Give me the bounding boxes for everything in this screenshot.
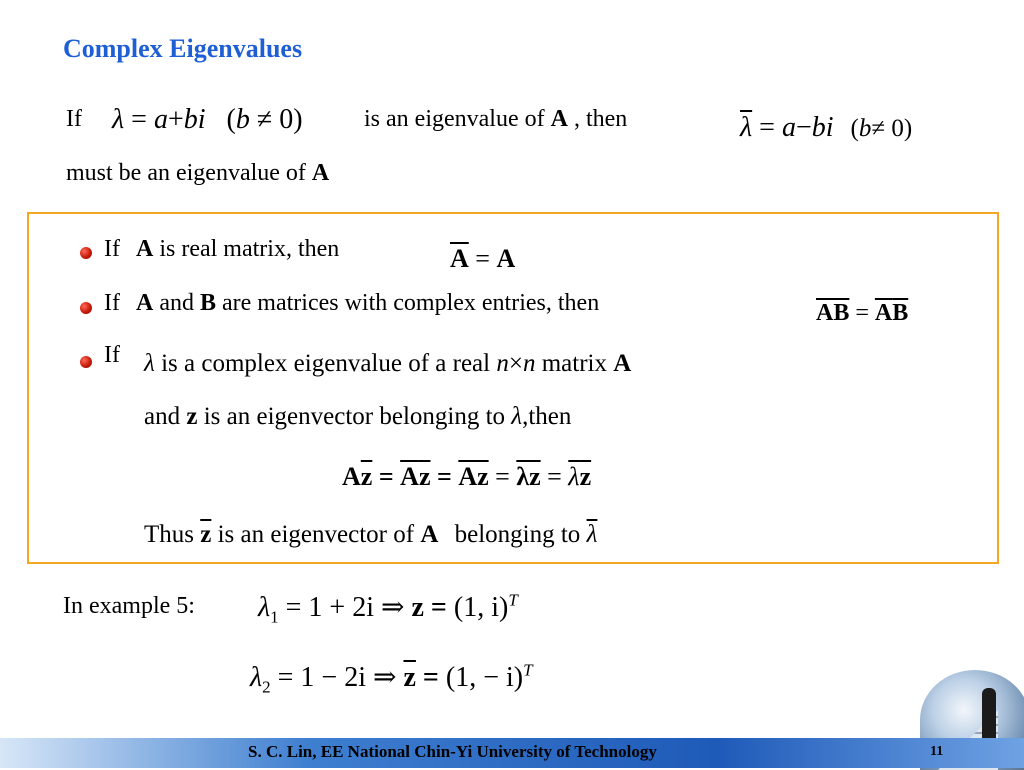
a-symbol-2: a [781,112,796,143]
intro-if: If [66,106,82,132]
bullet-3-line-1 [144,350,631,378]
eq-symbol: = [422,662,439,693]
page-number: 11 [930,744,944,759]
lambda-symbol: λ [112,104,125,135]
cond-open-2: ( [850,115,859,142]
A-bar: $\overline{A}$ [400,462,419,491]
transpose-T: T [508,590,518,610]
example-line-1 [258,590,518,628]
if-text: If [104,290,120,316]
eq-symbol: = [475,244,490,273]
z-bar: $\overline{z}$ [579,462,592,491]
slide-title: Complex Eigenvalues [63,34,303,63]
matrix-text: matrix [541,350,607,377]
a-symbol: a [153,104,168,135]
A-bar: $\overline{A}$ [450,244,469,273]
eq-symbol: = [436,462,452,491]
lambda-z-bar: $\overline{\lambda z}$ [516,462,541,491]
bullet-2-text [104,290,599,317]
implies-symbol: ⇒ [381,592,405,623]
matrix-A: A [550,106,568,132]
lambda-bar-symbol: $\overline{\lambda}$ [740,112,753,143]
if-text: If [104,236,120,262]
footer-text: S. C. Lin, EE National Chin-Yi University of Technology [248,742,657,761]
matrix-A: A [420,521,439,548]
B-bar: $\overline{B}$ [892,300,909,326]
n-symbol: n [496,350,509,377]
lambda-bar: $\overline{\lambda}$ [586,521,598,548]
Az-bar: $\overline{Az}$ [458,462,489,491]
eigenvector-of-text: is an eigenvector of [217,521,415,548]
thus-text: Thus [144,521,194,548]
eq-symbol-2: = [759,112,775,143]
intro-lambda-eq [112,104,303,136]
AB-bar: $\overline{AB}$ [816,300,850,326]
lambda-symbol: λ [144,350,155,377]
intro-text [364,106,627,133]
subscript-2: 2 [262,677,271,697]
eq-symbol: = [855,300,869,326]
example-line-2 [250,660,533,698]
neq-zero-2: ≠ 0) [871,115,913,142]
example-label: In example 5: [63,593,195,619]
bullet-2-eq [816,300,908,327]
eigenvector-text: is an eigenvector belonging to [203,403,506,430]
n-symbol: n [522,350,536,377]
z-bar: $\overline{z}$ [418,462,431,491]
eq-symbol: = [430,592,447,623]
thus-line [144,521,597,549]
belonging-to-text: belonging to [454,521,581,548]
eq-symbol: = [131,104,147,135]
matrix-A-2: A [311,160,330,186]
b-symbol: b [235,104,250,135]
bullet-1-text [104,236,339,263]
intro-line-2 [66,160,329,187]
complex-entries-text: are matrices with complex entries, then [222,290,600,316]
matrix-A: A [342,462,361,491]
cond-open: ( [226,104,236,135]
then-text: , then [573,106,628,132]
matrix-A: A [496,244,516,273]
matrix-B: B [199,290,216,316]
lambda-2-value: = 1 − 2i [277,662,367,693]
z-bar: $\overline{z}$ [200,521,212,548]
z-bar: $\overline{z}$ [360,462,373,491]
vector-z: z [186,403,198,430]
bullet-3-line-2 [144,403,571,431]
lambda-symbol: λ [250,662,263,693]
intro-line-1 [66,106,82,133]
plus-symbol: + [167,104,184,135]
bi-symbol-2: bi [811,112,834,143]
transpose-T: T [523,660,533,680]
vector-z: z [411,592,424,623]
real-matrix-text: is real matrix, then [159,236,340,262]
intro-conj-lambda [740,112,912,144]
subscript-1: 1 [270,607,279,627]
b-symbol-2: b [858,115,872,142]
and-text: and [159,290,194,316]
lambda-symbol: λ [258,592,271,623]
then-text: ,then [522,403,572,430]
z-bar: $\overline{z}$ [403,662,416,693]
complex-eigen-text: is a complex eigenvalue of a real [161,350,491,377]
and-text: and [144,403,181,430]
lambda-1-value: = 1 + 2i [285,592,375,623]
vector-value-2: (1, − i) [445,662,524,693]
eq-symbol: = [378,462,394,491]
times-symbol: × [508,350,523,377]
matrix-A: A [135,290,154,316]
bullet-1-eq [450,244,515,274]
bullet-3-if: If [104,342,120,368]
neq-zero: ≠ 0) [256,104,303,135]
conjugate-equation [342,462,591,492]
A-bar: $\overline{A}$ [874,300,893,326]
eq-symbol: = [495,462,510,491]
bullet-icon [80,302,92,314]
matrix-A: A [613,350,632,377]
matrix-A: A [135,236,154,262]
is-eigenvalue-text: is an eigenvalue of [364,106,545,132]
eq-symbol: = [547,462,562,491]
implies-symbol: ⇒ [373,662,397,693]
lambda-bar: $\overline{\lambda}$ [568,462,580,491]
vector-value-1: (1, i) [453,592,509,623]
lambda-symbol: λ [511,403,523,430]
minus-symbol: − [795,112,812,143]
must-be-text: must be an eigenvalue of [66,160,306,186]
bullet-icon [80,356,92,368]
bi-symbol: bi [183,104,206,135]
bullet-icon [80,247,92,259]
